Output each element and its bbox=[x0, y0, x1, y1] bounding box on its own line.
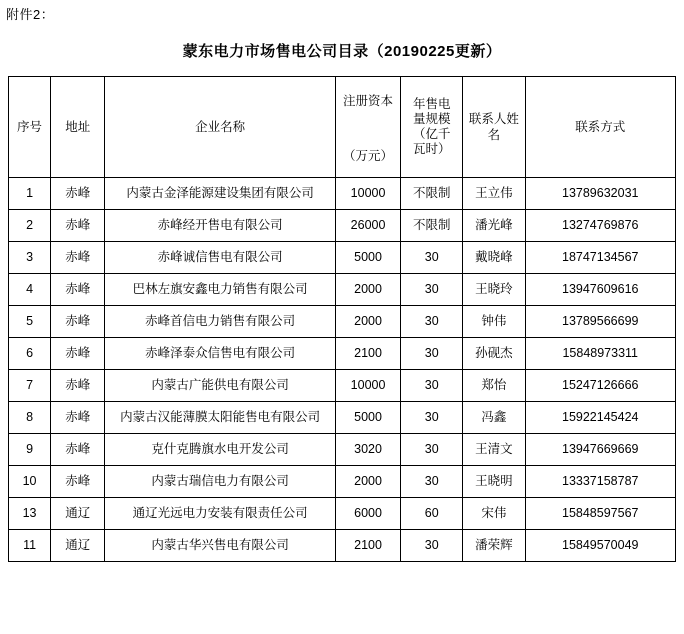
cell-address: 赤峰 bbox=[51, 338, 105, 370]
cell-scale: 30 bbox=[401, 242, 463, 274]
table-row bbox=[9, 434, 676, 466]
cell-phone: 15848973311 bbox=[525, 338, 676, 370]
cell-capital: 2000 bbox=[335, 466, 400, 498]
table-row bbox=[9, 530, 676, 562]
cell-capital: 5000 bbox=[335, 242, 400, 274]
cell-contact: 王晓明 bbox=[463, 466, 525, 498]
cell-phone: 13947609616 bbox=[525, 274, 676, 306]
cell-index: 3 bbox=[9, 242, 51, 274]
cell-capital: 2000 bbox=[335, 306, 400, 338]
cell-contact: 潘荣辉 bbox=[463, 530, 525, 562]
cell-capital: 2100 bbox=[335, 338, 400, 370]
cell-scale: 30 bbox=[401, 306, 463, 338]
table-row bbox=[9, 242, 676, 274]
cell-scale: 30 bbox=[401, 402, 463, 434]
cell-index: 10 bbox=[9, 466, 51, 498]
cell-capital: 2100 bbox=[335, 530, 400, 562]
table-row bbox=[9, 370, 676, 402]
cell-company: 赤峰泽泰众信售电有限公司 bbox=[105, 338, 336, 370]
cell-phone: 13947669669 bbox=[525, 434, 676, 466]
cell-capital: 2000 bbox=[335, 274, 400, 306]
table-body bbox=[9, 178, 676, 562]
cell-phone: 15247126666 bbox=[525, 370, 676, 402]
cell-address: 赤峰 bbox=[51, 466, 105, 498]
cell-index: 2 bbox=[9, 210, 51, 242]
header-capital-line2: （万元） bbox=[343, 149, 394, 163]
cell-company: 内蒙古华兴售电有限公司 bbox=[105, 530, 336, 562]
cell-index: 11 bbox=[9, 530, 51, 562]
cell-scale: 30 bbox=[401, 466, 463, 498]
cell-address: 赤峰 bbox=[51, 370, 105, 402]
cell-index: 9 bbox=[9, 434, 51, 466]
page-title: 蒙东电力市场售电公司目录（20190225更新） bbox=[182, 43, 502, 60]
cell-company: 内蒙古汉能薄膜太阳能售电有限公司 bbox=[105, 402, 336, 434]
cell-contact: 王立伟 bbox=[463, 178, 525, 210]
table-row bbox=[9, 466, 676, 498]
cell-capital: 6000 bbox=[335, 498, 400, 530]
cell-capital: 10000 bbox=[335, 370, 400, 402]
cell-capital: 26000 bbox=[335, 210, 400, 242]
cell-company: 赤峰首信电力销售有限公司 bbox=[105, 306, 336, 338]
cell-phone: 13337158787 bbox=[525, 466, 676, 498]
cell-contact: 郑怡 bbox=[463, 370, 525, 402]
cell-scale: 30 bbox=[401, 338, 463, 370]
header-address: 地址 bbox=[51, 77, 105, 178]
header-index: 序号 bbox=[9, 77, 51, 178]
cell-company: 巴林左旗安鑫电力销售有限公司 bbox=[105, 274, 336, 306]
cell-contact: 戴晓峰 bbox=[463, 242, 525, 274]
cell-address: 赤峰 bbox=[51, 434, 105, 466]
cell-phone: 13789632031 bbox=[525, 178, 676, 210]
header-company: 企业名称 bbox=[105, 77, 336, 178]
cell-company: 内蒙古金泽能源建设集团有限公司 bbox=[105, 178, 336, 210]
cell-index: 1 bbox=[9, 178, 51, 210]
header-capital-line1: 注册资本 bbox=[343, 94, 394, 108]
cell-capital: 10000 bbox=[335, 178, 400, 210]
cell-contact: 潘光峰 bbox=[463, 210, 525, 242]
table-row bbox=[9, 402, 676, 434]
cell-phone: 15848597567 bbox=[525, 498, 676, 530]
table-row bbox=[9, 178, 676, 210]
cell-address: 通辽 bbox=[51, 498, 105, 530]
cell-index: 7 bbox=[9, 370, 51, 402]
cell-address: 赤峰 bbox=[51, 274, 105, 306]
cell-scale: 30 bbox=[401, 434, 463, 466]
cell-phone: 15922145424 bbox=[525, 402, 676, 434]
header-contact: 联系人姓名 bbox=[463, 77, 525, 178]
cell-contact: 宋伟 bbox=[463, 498, 525, 530]
cell-index: 5 bbox=[9, 306, 51, 338]
cell-scale: 60 bbox=[401, 498, 463, 530]
cell-index: 8 bbox=[9, 402, 51, 434]
header-scale bbox=[401, 77, 463, 178]
cell-capital: 3020 bbox=[335, 434, 400, 466]
attachment-label: 附件2： bbox=[6, 7, 55, 22]
cell-contact: 王清文 bbox=[463, 434, 525, 466]
cell-index: 6 bbox=[9, 338, 51, 370]
cell-capital: 5000 bbox=[335, 402, 400, 434]
company-directory-table bbox=[8, 76, 676, 562]
table-header-row bbox=[9, 77, 676, 178]
cell-company: 克什克腾旗水电开发公司 bbox=[105, 434, 336, 466]
cell-scale: 30 bbox=[401, 370, 463, 402]
cell-address: 赤峰 bbox=[51, 402, 105, 434]
cell-scale: 30 bbox=[401, 530, 463, 562]
header-capital bbox=[335, 77, 400, 178]
cell-contact: 孙砚杰 bbox=[463, 338, 525, 370]
cell-address: 赤峰 bbox=[51, 242, 105, 274]
header-phone: 联系方式 bbox=[525, 77, 676, 178]
table-row bbox=[9, 274, 676, 306]
cell-company: 赤峰诚信售电有限公司 bbox=[105, 242, 336, 274]
cell-company: 内蒙古广能供电有限公司 bbox=[105, 370, 336, 402]
cell-address: 赤峰 bbox=[51, 178, 105, 210]
cell-scale: 不限制 bbox=[401, 210, 463, 242]
cell-phone: 15849570049 bbox=[525, 530, 676, 562]
cell-scale: 不限制 bbox=[401, 178, 463, 210]
cell-phone: 18747134567 bbox=[525, 242, 676, 274]
table-row bbox=[9, 306, 676, 338]
cell-contact: 钟伟 bbox=[463, 306, 525, 338]
table-row bbox=[9, 338, 676, 370]
cell-contact: 冯鑫 bbox=[463, 402, 525, 434]
table-row bbox=[9, 210, 676, 242]
cell-index: 13 bbox=[9, 498, 51, 530]
cell-company: 通辽光远电力安装有限责任公司 bbox=[105, 498, 336, 530]
cell-phone: 13789566699 bbox=[525, 306, 676, 338]
cell-address: 通辽 bbox=[51, 530, 105, 562]
cell-company: 内蒙古瑞信电力有限公司 bbox=[105, 466, 336, 498]
cell-phone: 13274769876 bbox=[525, 210, 676, 242]
table-row bbox=[9, 498, 676, 530]
cell-scale: 30 bbox=[401, 274, 463, 306]
cell-index: 4 bbox=[9, 274, 51, 306]
cell-address: 赤峰 bbox=[51, 306, 105, 338]
cell-contact: 王晓玲 bbox=[463, 274, 525, 306]
table-header bbox=[9, 77, 676, 178]
cell-company: 赤峰经开售电有限公司 bbox=[105, 210, 336, 242]
cell-address: 赤峰 bbox=[51, 210, 105, 242]
header-scale-text: 年售电量规模（亿千瓦时） bbox=[412, 97, 451, 156]
